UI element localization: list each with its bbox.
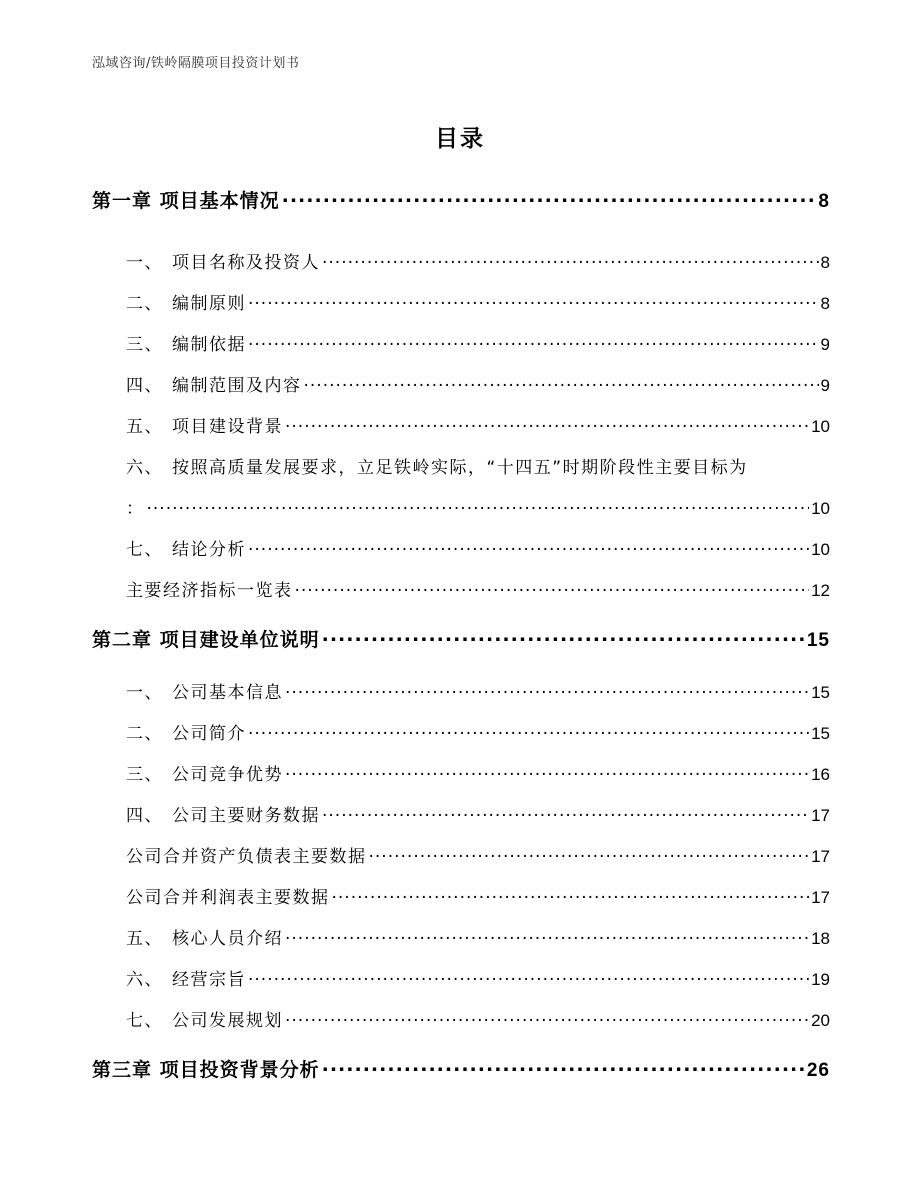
toc-label: 公司发展规划: [172, 1011, 283, 1031]
toc-entry[interactable]: [126, 678, 830, 703]
page-title: 目录: [435, 126, 485, 152]
leader-dots: [322, 804, 809, 821]
toc-entry[interactable]: [126, 371, 830, 396]
leader-dots: [304, 374, 819, 391]
toc-page-number: 17: [811, 847, 830, 866]
toc-num: 五、: [126, 929, 163, 949]
leader-dots: [285, 415, 809, 432]
toc-num: 一、: [126, 683, 163, 703]
toc-label: 编制原则: [172, 294, 246, 314]
leader-dots: [147, 497, 810, 514]
toc-entry[interactable]: [126, 248, 830, 273]
toc-label: 第三章 项目投资背景分析: [92, 1059, 320, 1081]
toc-label: 结论分析: [172, 540, 246, 560]
toc-page-number: 26: [806, 1060, 830, 1081]
toc-label: 按照高质量发展要求，立足铁岭实际，“十四五”时期阶段性主要目标为: [172, 458, 748, 478]
toc-entry-wrapped-line2[interactable]: [126, 494, 830, 519]
leader-dots: [285, 1009, 809, 1026]
leader-dots: [285, 681, 809, 698]
toc-entry[interactable]: [126, 576, 830, 601]
toc-label: 核心人员介绍: [172, 929, 283, 949]
toc-entry[interactable]: [126, 760, 830, 785]
toc-page-number: 9: [820, 335, 830, 354]
toc-entry[interactable]: [126, 965, 830, 990]
toc-label-continuation: ：: [126, 499, 145, 519]
toc-entry[interactable]: [126, 1006, 830, 1031]
leader-dots: [285, 763, 809, 780]
toc-label: 项目建设背景: [172, 417, 283, 437]
toc-page-number: 16: [811, 765, 830, 784]
toc-num: 四、: [126, 806, 163, 826]
toc-label: 第一章 项目基本情况: [92, 190, 280, 212]
leader-dots: [322, 251, 819, 268]
toc-entry[interactable]: [126, 289, 830, 314]
toc-label: 公司竞争优势: [172, 765, 283, 785]
toc-label: 主要经济指标一览表: [126, 581, 293, 601]
leader-dots: [322, 1057, 805, 1076]
toc-label: 经营宗旨: [172, 970, 246, 990]
toc-entry[interactable]: [126, 412, 830, 437]
toc-num: 六、: [126, 970, 163, 990]
running-header: 泓域咨询/铁岭隔膜项目投资计划书: [92, 56, 300, 71]
toc-chapter-2[interactable]: [92, 625, 830, 652]
toc-page-number: 10: [811, 540, 830, 559]
toc-label: 公司主要财务数据: [172, 806, 320, 826]
toc-chapter-3[interactable]: [92, 1055, 830, 1082]
toc-page-number: 20: [811, 1011, 830, 1030]
toc-num: 四、: [126, 376, 163, 396]
toc-page-number: 15: [806, 630, 830, 651]
toc-label: 公司合并资产负债表主要数据: [126, 847, 367, 867]
toc-page-number: 15: [811, 683, 830, 702]
toc-label: 公司合并利润表主要数据: [126, 888, 330, 908]
toc-page-number: 17: [811, 806, 830, 825]
toc-page-number: 9: [820, 376, 830, 395]
toc-num: 三、: [126, 765, 163, 785]
leader-dots: [322, 627, 805, 646]
toc-page-number: 15: [811, 724, 830, 743]
leader-dots: [248, 292, 819, 309]
leader-dots: [248, 538, 809, 555]
leader-dots: [282, 188, 817, 207]
toc-entry[interactable]: [126, 883, 830, 908]
toc-label: 编制范围及内容: [172, 376, 302, 396]
toc-label: 公司基本信息: [172, 683, 283, 703]
toc-num: 六、: [126, 458, 163, 478]
leader-dots: [369, 845, 810, 862]
toc-page-number: 8: [820, 253, 830, 272]
toc-num: 一、: [126, 253, 163, 273]
toc-label: 项目名称及投资人: [172, 253, 320, 273]
leader-dots: [248, 722, 809, 739]
leader-dots: [332, 886, 810, 903]
toc-page-number: 8: [818, 191, 830, 212]
toc-num: 五、: [126, 417, 163, 437]
toc-num: 二、: [126, 724, 163, 744]
toc-page-number: 10: [811, 499, 830, 518]
toc-entry-wrapped-line1[interactable]: [126, 453, 748, 478]
toc-page-number: 18: [811, 929, 830, 948]
toc-num: 七、: [126, 540, 163, 560]
toc-page-number: 10: [811, 417, 830, 436]
toc-page-number: 12: [811, 581, 830, 600]
toc-label: 公司简介: [172, 724, 246, 744]
leader-dots: [248, 333, 819, 350]
toc-entry[interactable]: [126, 924, 830, 949]
toc-num: 三、: [126, 335, 163, 355]
toc-label: 编制依据: [172, 335, 246, 355]
toc-entry[interactable]: [126, 719, 830, 744]
toc-entry[interactable]: [126, 330, 830, 355]
toc-entry[interactable]: [126, 535, 830, 560]
toc-entry[interactable]: [126, 801, 830, 826]
leader-dots: [295, 579, 810, 596]
toc-label: 第二章 项目建设单位说明: [92, 629, 320, 651]
toc-num: 二、: [126, 294, 163, 314]
toc-entry[interactable]: [126, 842, 830, 867]
leader-dots: [285, 927, 809, 944]
leader-dots: [248, 968, 809, 985]
toc-page-number: 19: [811, 970, 830, 989]
toc-num: 七、: [126, 1011, 163, 1031]
toc-page-number: 8: [820, 294, 830, 313]
toc-chapter-1[interactable]: [92, 186, 830, 213]
toc-page-number: 17: [811, 888, 830, 907]
